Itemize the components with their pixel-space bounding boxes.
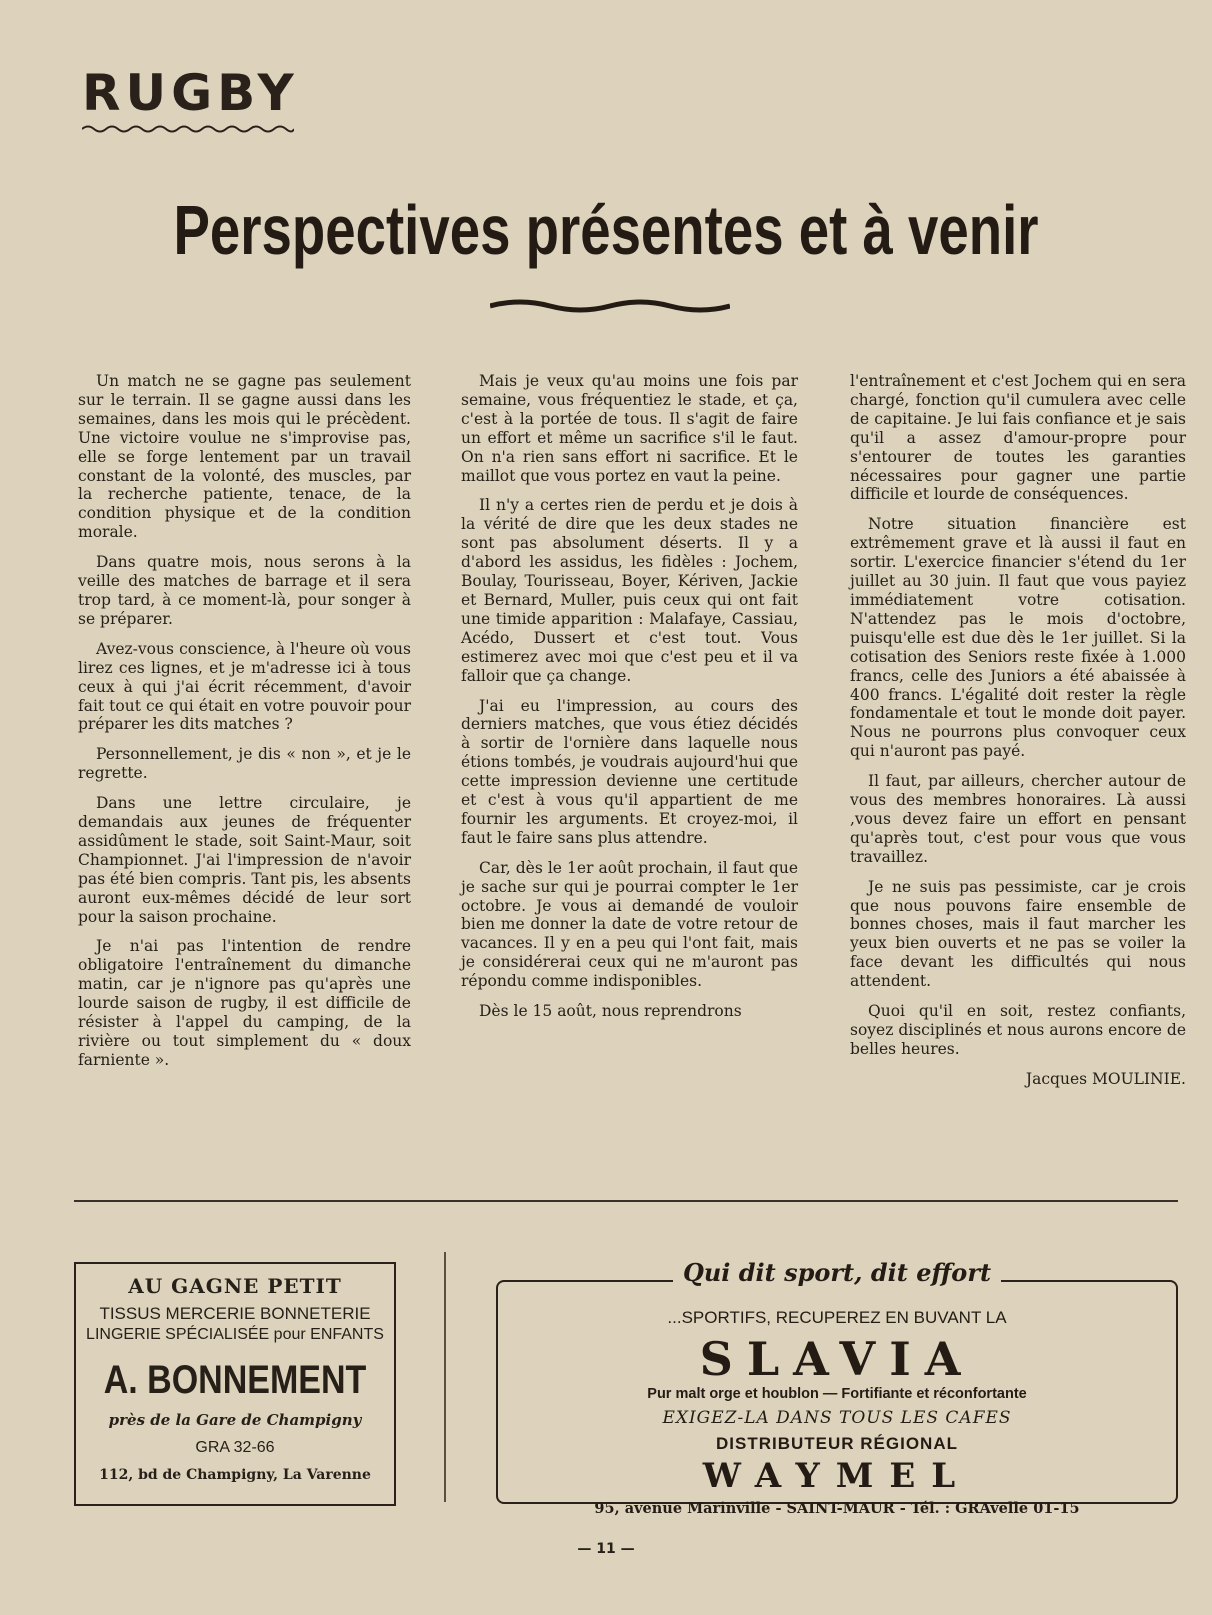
paragraph: Je ne suis pas pessimiste, car je crois que nous pouvons faire ensemble de bonnes choses, mais il faut marcher les yeux bien ouverts et ne pas se voiler la face devant les difficultés qui nous attendent.	[850, 877, 1186, 991]
paragraph: Dans une lettre circulaire, je demandais aux jeunes de fréquenter assidûment le stade, soit Saint-Maur, soit Championnet. J'ai l'impression de n'avoir pas été bien compris. Tant pis, les absents auront eux-mêmes décidé de leur sort pour la saison prochaine.	[78, 794, 411, 926]
ad-goods: TISSUS MERCERIE BONNETERIE	[99, 1304, 371, 1323]
article-headline: Perspectives présentes et à venir	[173, 191, 1039, 269]
ad-divider	[444, 1252, 446, 1502]
ad-slogan	[496, 1258, 1178, 1287]
paragraph: Notre situation financière est extrêmement grave et là aussi il faut en sortir. L'exercice financier s'étend du 1er juillet au 30 juin. Il faut que vous payiez immédiatement votre cotisation. N'attendez pas le mois d'octobre, puisqu'elle est due dès le 1er juillet. Si la cotisation des Seniors reste fixée à 1.000 francs, celle des Juniors a été abaissée à 400 francs. L'égalité doit rester la règle fondamentale et tout le monde doit payer. Nous ne pourrons plus convoquer ceux qui n'auront pas payé.	[850, 515, 1186, 761]
ad-tagline: Pur malt orge et houblon — Fortifiante et réconfortante	[647, 1386, 1027, 1402]
paragraph-continuation: l'entraînement et c'est Jochem qui en sera chargé, fonction qu'il cumulera avec celle de capitaine. Je lui fais confiance et je sais qu'il a assez d'amour-propre pour s'entourer de toutes les garanties nécessaires pour gagner une partie difficile et lourde de conséquences.	[850, 372, 1186, 504]
ad-location: près de la Gare de Champigny	[108, 1411, 362, 1429]
page-number: — 11 —	[577, 1541, 635, 1557]
advertisement-slavia	[496, 1258, 1178, 1516]
ad-phone: GRA 32-66	[195, 1439, 275, 1456]
ad-demand: EXIGEZ-LA DANS TOUS LES CAFES	[662, 1408, 1012, 1428]
ad-callout: ...SPORTIFS, RECUPEREZ EN BUVANT LA	[667, 1308, 1007, 1327]
ad-distributor-label: DISTRIBUTEUR RÉGIONAL	[716, 1434, 958, 1453]
ad-address: 95, avenue Marinville - SAINT-MAUR - Tél. : GRAvelle 01-15	[594, 1500, 1080, 1517]
paragraph: J'ai eu l'impression, au cours des derniers matches, que vous étiez décidés à sortir de l'ornière dans laquelle nous étions tombés, je voudrais aujourd'hui que cette impression devienne une certitude et c'est à vous qu'il appartient de me fournir les arguments. Et croyez-moi, il faut le faire sans plus attendre.	[461, 696, 798, 847]
paragraph: Dès le 15 août, nous reprendrons	[479, 1002, 742, 1021]
paragraph: Il faut, par ailleurs, chercher autour de vous des membres honoraires. Là aussi ,vous devez faire un effort en pensant qu'après tout, c'est pour vous que vous travaillez.	[850, 772, 1186, 866]
article-column-2	[461, 372, 798, 1032]
ad-shop-name: AU GAGNE PETIT	[128, 1274, 342, 1298]
ad-distributor-name: WAYMEL	[702, 1456, 972, 1496]
article-column-3	[850, 372, 1186, 1089]
article-column-1	[78, 372, 411, 1081]
ad-address: 112, bd de Champigny, La Varenne	[99, 1467, 371, 1483]
paragraph: Je n'ai pas l'intention de rendre obligatoire l'entraînement du dimanche matin, car je n'ignore pas qu'après une lourde saison de rugby, il est difficile de résister à l'appel du camping, de la rivière ou tout simplement du « doux farniente ».	[78, 937, 411, 1069]
paragraph: Mais je veux qu'au moins une fois par semaine, vous fréquentiez le stade, et ça, c'est à la portée de tous. Il s'agit de faire un effort et même un sacrifice s'il le faut. On n'a rien sans effort ni sacrifice. Et le maillot que vous portez en vaut la peine.	[461, 372, 798, 485]
author-signature: Jacques MOULINIE.	[1025, 1069, 1186, 1088]
section-underline-ornament	[82, 124, 294, 134]
paragraph: Avez-vous conscience, à l'heure où vous lirez ces lignes, et je m'adresse ici à tous ceux à qui j'ai écrit récemment, d'avoir fait tout ce qui était en votre pouvoir pour préparer les dits matches ?	[78, 639, 411, 734]
ad-specialty: LINGERIE SPÉCIALISÉE pour ENFANTS	[86, 1326, 384, 1343]
paragraph: Un match ne se gagne pas seulement sur le terrain. Il se gagne aussi dans les semaines, dans les mois qui le précèdent. Une victoire voulue ne s'improvise pas, elle se forge lentement par un travail constant de la volonté, des muscles, par la recherche patiente, tenace, de la condition physique et de la condition morale.	[78, 372, 411, 542]
ad-owner-name: A. BONNEMENT	[103, 1358, 367, 1402]
ad-brand: SLAVIA	[699, 1332, 975, 1386]
section-heading: RUGBY	[82, 64, 299, 122]
section-divider	[74, 1200, 1178, 1202]
paragraph: Dans quatre mois, nous serons à la veille des matches de barrage et il sera trop tard, à ce moment-là, pour songer à se préparer.	[78, 553, 411, 628]
advertisement-bonnement	[74, 1262, 396, 1506]
ad-frame	[496, 1280, 1178, 1517]
paragraph: Quoi qu'il en soit, restez confiants, soyez disciplinés et nous aurons encore de belles heures.	[850, 1002, 1186, 1058]
ad-slogan-text: Qui dit sport, dit effort	[673, 1258, 1001, 1287]
paragraph: Car, dès le 1er août prochain, il faut que je sache sur qui je pourrai compter le 1er octobre. Je vous ai demandé de vouloir bien me donner la date de votre retour de vacances. Il y en a peu qui l'ont fait, mais je considérerai ceux qui ne m'auront pas répondu comme indisponibles.	[461, 858, 798, 991]
paragraph: Personnellement, je dis « non », et je le regrette.	[78, 745, 411, 783]
headline-ornament	[490, 296, 730, 316]
paragraph: Il n'y a certes rien de perdu et je dois à la vérité de dire que les deux stades ne sont pas absolument déserts. Il y a d'abord les assidus, les fidèles : Jochem, Boulay, Tourisseau, Boyer, Kériven, Jackie et Bernard, Muller, puis ceux qui ont fait une timide apparition : Malafaye, Cassiau, Acédo, Dussert et c'est tout. Vous estimerez avec moi que c'est peu et il va falloir que ça change.	[461, 496, 798, 685]
